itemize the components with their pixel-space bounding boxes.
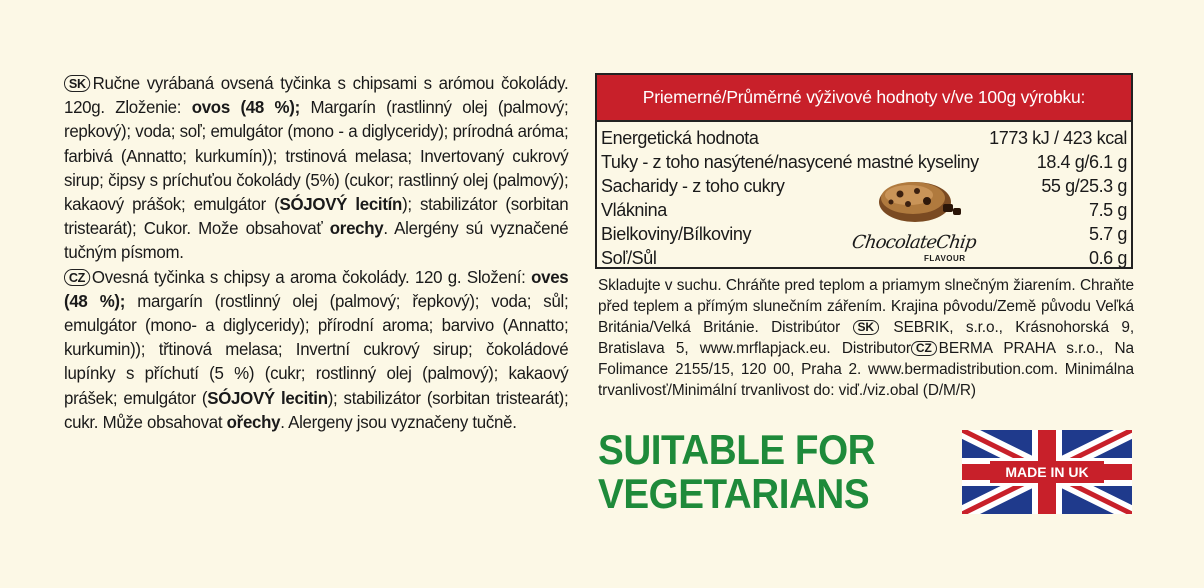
chocolate-chip-logo xyxy=(850,232,978,272)
nutrition-label: Sacharidy - z toho cukry xyxy=(601,176,785,196)
nutrition-value: 18.4 g/6.1 g xyxy=(1036,152,1127,172)
ingredients-text xyxy=(64,71,568,434)
sk-text: Margarín (rastlinný olej (palmový; repkový); voda; soľ; emulgátor (mono - a diglyceridy); prírodná aróma; farbivá (Annatto; kurkumín)); trstinová melasa; Invertovaný cukrový sirup; čipsy s príchuťou čokolády (5%) (cukor; rastlinný olej (palmový); kakaový prášok; emulgátor ( xyxy=(64,97,569,215)
sk-badge: SK xyxy=(64,75,91,92)
sk-badge: SK xyxy=(853,320,879,335)
nutrition-row xyxy=(601,198,1127,222)
nutrition-label: Bielkoviny/Bílkoviny xyxy=(601,224,752,244)
nutrition-row xyxy=(601,150,1127,174)
uk-flag-icon xyxy=(962,430,1132,514)
storage-text: BERMA PRAHA s.r.o., Na Folimance 2155/15, 120 00, Praha 2. www.bermadistribution.com. Minimálna trvanlivosť/Minimální trvanlivost do: viď./viz.obal (D/M/R) xyxy=(598,340,1134,399)
nutrition-value: 1773 kJ / 423 kcal xyxy=(989,128,1127,148)
storage-text: Skladujte v suchu. Chráňte pred teplom a priamym slnečným žiarením. Chraňte před teplem a přímým slunečním zářením. Krajina pôvodu/Země původu Veľká Británia/Velká Británie. Distribútor xyxy=(598,277,1134,336)
logo-text: ChocolateChip xyxy=(850,232,978,253)
cz-badge: CZ xyxy=(911,341,937,356)
nutrition-value: 7.5 g xyxy=(1088,200,1127,220)
nutrition-rows xyxy=(597,122,1131,270)
sk-text: Ručne vyrábaná ovsená tyčinka s chipsami s arómou čokolády. 120g. Zloženie: xyxy=(64,73,569,118)
cz-paragraph xyxy=(64,265,568,434)
nutrition-row xyxy=(601,174,1127,198)
cookie-image xyxy=(875,174,967,226)
storage-text: SEBRIK, s.r.o., Krásnohorská 9, Bratislava 5, www.mrflapjack.eu. Distributor xyxy=(598,319,1135,357)
nutrition-label: Tuky - z toho nasýtené/nasycené mastné kyseliny xyxy=(601,152,979,172)
nutrition-label: Vláknina xyxy=(601,200,667,220)
nutrition-value: 55 g/25.3 g xyxy=(1041,176,1127,196)
made-in-uk-label: MADE IN UK xyxy=(1005,464,1089,480)
vegetarian-line2: VEGETARIANS xyxy=(598,470,870,517)
cz-allergen-oats: oves (48 %); xyxy=(64,266,569,311)
sk-allergen-oats: ovos (48 %); xyxy=(191,97,300,118)
nutrition-header: Priemerné/Průměrné výživové hodnoty v/ve 100g výrobku: xyxy=(597,75,1131,122)
cz-text: margarín (rostlinný olej (palmový; řepkový); voda; sůl; emulgátor (mono- a diglyceridy); přírodní aroma; barvivo (Annatto; kurkumin)); třtinová melasa; Invertní cukrový sirup; čokoládové lupínky s příchutí (5 %) (cukr; rostlinný olej (palmový); kakaový prášek; emulgátor ( xyxy=(64,290,569,408)
cz-text: Ovesná tyčinka s chipsy a aroma čokolády. 120 g. Složení: xyxy=(91,266,532,287)
sk-paragraph xyxy=(64,71,568,265)
sk-text: ); stabilizátor (sorbitan tristearát); Cukor. Može obsahovať xyxy=(64,194,569,239)
sk-text: . Alergény sú vyznačené tučným písmom. xyxy=(64,218,569,263)
vegetarian-claim xyxy=(598,428,875,516)
nutrition-value: 0.6 g xyxy=(1088,248,1127,268)
nutrition-label: Soľ/Sůl xyxy=(601,248,657,268)
cz-text: . Alergeny jsou vyznačeny tučně. xyxy=(280,411,517,432)
storage-info xyxy=(598,275,1134,401)
cz-text: ); stabilizátor (sorbitan tristearát); cukr. Může obsahovat xyxy=(64,387,569,432)
cz-badge: CZ xyxy=(64,269,90,286)
nutrition-label: Energetická hodnota xyxy=(601,128,759,148)
cz-allergen-soy: SÓJOVÝ lecitin xyxy=(207,387,328,408)
sk-allergen-soy: SÓJOVÝ lecitín xyxy=(279,194,403,215)
vegetarian-line1: SUITABLE FOR xyxy=(598,426,876,473)
logo-subtext: FLAVOUR xyxy=(924,254,966,263)
nutrition-row xyxy=(601,126,1127,150)
sk-allergen-nuts: orechy xyxy=(329,218,384,239)
nutrition-table xyxy=(595,73,1133,269)
nutrition-value: 5.7 g xyxy=(1088,224,1127,244)
cz-allergen-nuts: ořechy xyxy=(226,411,281,432)
